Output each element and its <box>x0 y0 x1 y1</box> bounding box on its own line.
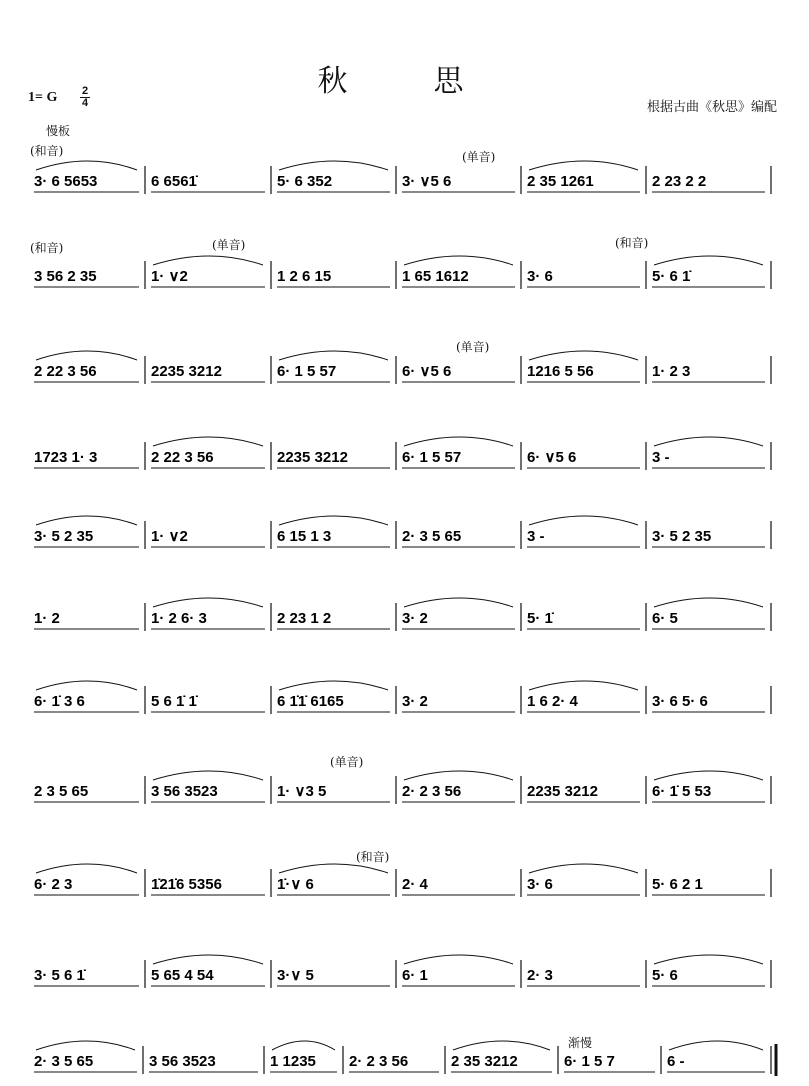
harmony-mark-2: (和音) <box>30 241 64 255</box>
harmony-mark-4: (和音) <box>356 850 390 864</box>
slur <box>279 681 388 690</box>
measure-notes: 3 56 3523 <box>151 783 218 800</box>
slur <box>529 516 638 525</box>
slur <box>529 161 638 170</box>
score-line <box>34 351 771 384</box>
measure-notes: 6· 5 <box>652 610 678 627</box>
slur <box>279 516 388 525</box>
slur <box>36 161 137 170</box>
single-mark-3: (单音) <box>456 340 490 354</box>
slur <box>153 598 263 607</box>
measure-notes: 5· 1̇ <box>527 610 553 627</box>
measure-notes: 1̇·∨ 6 <box>277 876 314 893</box>
measure-notes: 6· 1 5 57 <box>277 363 337 380</box>
measure-notes: 3· 2 <box>402 693 428 710</box>
slur <box>279 351 388 360</box>
slur <box>654 598 763 607</box>
slur <box>404 955 513 964</box>
slur <box>153 955 263 964</box>
measure-notes: 2 22 3 56 <box>151 449 214 466</box>
measure-notes: 6 - <box>667 1053 685 1070</box>
slur <box>654 437 763 446</box>
slur <box>153 437 263 446</box>
harmony-mark-3: (和音) <box>615 236 649 250</box>
measure-notes: 3· 5 2 35 <box>34 528 94 545</box>
measure-notes: 3 56 2 35 <box>34 268 97 285</box>
measure-notes: 1· 2 <box>34 610 60 627</box>
measure-notes: 2· 2 3 56 <box>402 783 462 800</box>
measure-notes: 1 1235 <box>270 1053 316 1070</box>
score-line <box>34 1041 776 1076</box>
measure-notes: 2· 3 <box>527 967 553 984</box>
slur <box>404 771 513 780</box>
measure-notes: 1· ∨3 5 <box>277 783 327 800</box>
measure-notes: 6 6561̇ <box>151 173 197 190</box>
score-line <box>34 598 771 631</box>
measure-notes: 1̇21̇6 5356 <box>151 876 222 893</box>
measure-notes: 2 35 3212 <box>451 1053 518 1070</box>
measure-notes: 1 65 1612 <box>402 268 469 285</box>
slur <box>669 1041 763 1050</box>
measure-notes: 2235 3212 <box>151 363 222 380</box>
score-line <box>34 516 771 549</box>
measure-notes: 1723 1· 3 <box>34 449 98 466</box>
measure-notes: 1· 2 6· 3 <box>151 610 207 627</box>
measure-notes: 3 - <box>527 528 545 545</box>
slur <box>36 516 137 525</box>
measure-notes: 6· 1 5 57 <box>402 449 462 466</box>
measure-notes: 2 23 1 2 <box>277 610 332 627</box>
measure-notes: 3 - <box>652 449 670 466</box>
measure-notes: 2 3 5 65 <box>34 783 89 800</box>
measure-notes: 6· 1̇ 3 6 <box>34 693 85 710</box>
measure-notes: 6· 2 3 <box>34 876 73 893</box>
measure-notes: 6· ∨5 6 <box>402 363 452 380</box>
measure-notes: 6· 1 <box>402 967 428 984</box>
single-mark-2: (单音) <box>212 238 246 252</box>
slur <box>453 1041 550 1050</box>
measure-notes: 3· 6 <box>527 268 553 285</box>
slur <box>272 1041 335 1050</box>
slur <box>529 681 638 690</box>
measure-notes: 5· 6 352 <box>277 173 333 190</box>
measure-notes: 3· 6 <box>527 876 553 893</box>
measure-notes: 3· 5 2 35 <box>652 528 712 545</box>
measure-notes: 3· 5 6 1̇ <box>34 967 85 984</box>
slur <box>529 351 638 360</box>
measure-notes: 2 22 3 56 <box>34 363 97 380</box>
score-line <box>34 771 771 804</box>
measure-notes: 5· 6 1̇ <box>652 268 691 285</box>
harmony-mark-1: (和音) <box>30 144 64 158</box>
measure-notes: 1 6 2· 4 <box>527 693 578 710</box>
measure-notes: 3·∨ 5 <box>277 967 314 984</box>
slur <box>279 864 388 873</box>
slur <box>654 955 763 964</box>
measure-notes: 6 1̇1̇ 6165 <box>277 693 344 710</box>
measure-notes: 5· 6 <box>652 967 678 984</box>
measure-notes: 6· 1 5 7 <box>564 1053 615 1070</box>
time-numerator: 2 <box>82 85 89 97</box>
score-line <box>34 955 771 988</box>
slur <box>654 256 763 265</box>
measure-notes: 3· 6 5653 <box>34 173 98 190</box>
slur <box>36 864 137 873</box>
measure-notes: 5· 6 2 1 <box>652 876 703 893</box>
measure-notes: 1 2 6 15 <box>277 268 332 285</box>
measure-notes: 1· 2 3 <box>652 363 691 380</box>
slur <box>404 437 513 446</box>
measure-notes: 3· ∨5 6 <box>402 173 452 190</box>
measure-notes: 2· 3 5 65 <box>402 528 462 545</box>
slur <box>36 351 137 360</box>
page-title: 秋 思 <box>317 64 492 99</box>
measure-notes: 3· 6 5· 6 <box>652 693 708 710</box>
measure-notes: 1· ∨2 <box>151 528 188 545</box>
slur <box>404 598 513 607</box>
measure-notes: 2235 3212 <box>277 449 348 466</box>
score-line <box>34 681 771 714</box>
slur <box>654 771 763 780</box>
tempo-marking: 慢板 <box>46 124 71 138</box>
slur <box>153 771 263 780</box>
score-line <box>34 256 771 289</box>
measure-notes: 6· ∨5 6 <box>527 449 577 466</box>
ritardando-mark: 渐慢 <box>568 1036 593 1050</box>
score-line <box>34 437 771 470</box>
slur <box>36 1041 135 1050</box>
measure-notes: 5 6 1̇ 1̇ <box>151 693 197 710</box>
single-mark-1: (单音) <box>462 150 496 164</box>
score-line <box>34 161 771 194</box>
key-label: 1= G <box>28 90 58 105</box>
single-mark-4: (单音) <box>330 755 364 769</box>
measure-notes: 1216 5 56 <box>527 363 594 380</box>
measure-notes: 6· 1̇ 5 53 <box>652 783 712 800</box>
measure-notes: 2· 4 <box>402 876 428 893</box>
score-line <box>34 864 771 897</box>
arrangement-credit: 根据古曲《秋思》编配 <box>646 100 777 115</box>
measure-notes: 2 35 1261 <box>527 173 594 190</box>
measure-notes: 2 23 2 2 <box>652 173 707 190</box>
slur <box>404 256 513 265</box>
time-denominator: 4 <box>82 97 89 109</box>
measure-notes: 1· ∨2 <box>151 268 188 285</box>
measure-notes: 3 56 3523 <box>149 1053 216 1070</box>
measure-notes: 3· 2 <box>402 610 428 627</box>
slur <box>279 161 388 170</box>
measure-notes: 6 15 1 3 <box>277 528 332 545</box>
measure-notes: 2· 3 5 65 <box>34 1053 94 1070</box>
measure-notes: 5 65 4 54 <box>151 967 214 984</box>
slur <box>153 256 263 265</box>
slur <box>529 864 638 873</box>
slur <box>36 681 137 690</box>
measure-notes: 2· 2 3 56 <box>349 1053 409 1070</box>
measure-notes: 2235 3212 <box>527 783 598 800</box>
